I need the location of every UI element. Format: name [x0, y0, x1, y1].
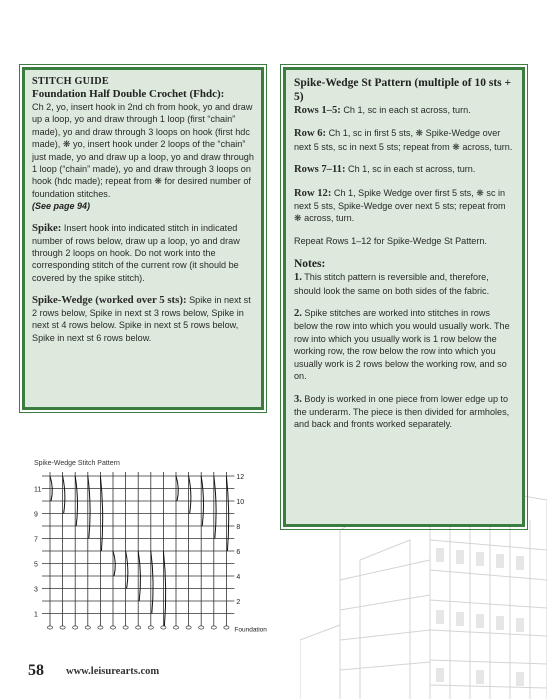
chart-row-label-left: 7: [34, 536, 38, 544]
chart-row-label-right: 10: [236, 499, 245, 506]
stitch-guide-panel: [22, 67, 264, 410]
chart-foundation-chain: [136, 626, 141, 629]
chart-row-label-left: 11: [34, 486, 42, 494]
page-number: 58: [28, 662, 44, 679]
row-heading: Rows 7–11:: [294, 164, 346, 176]
chart-foundation-chain: [60, 626, 65, 629]
chart-row-label-right: 12: [236, 474, 245, 481]
chart-foundation-chain: [148, 626, 153, 629]
row-instruction: [294, 187, 514, 225]
chart-foundation-chain: [110, 626, 115, 629]
note-text: Body is worked in one piece from lower edge up to the underarm. The piece is then divided for armholes, and back and fronts worked separately.: [294, 393, 510, 430]
chart-foundation-chain: [224, 626, 229, 629]
row-instruction: [294, 127, 514, 153]
fhdc-title: Foundation Half Double Crochet (Fhdc):: [32, 88, 225, 100]
row-text: Ch 1, sc in each st across, turn.: [345, 164, 476, 175]
website-link: www.leisurearts.com: [66, 666, 160, 677]
spike-wedge-text: Spike in next st 2 rows below, Spike in next st 3 rows below, Spike in next st 4 rows below. Spike in next st 5 rows below, Spike in next st 6 rows below.: [32, 295, 251, 343]
chart-row-label-left: 1: [34, 611, 38, 619]
note-item: [294, 307, 514, 382]
spike-wedge-definition: [32, 294, 254, 344]
see-page-reference: (See page 94): [32, 201, 91, 212]
chart-foundation-chain: [173, 626, 178, 629]
spike-text: Insert hook into indicated stitch in indicated number of rows below, draw up a loop, yo and draw through 2 loops on hook. Do not work into the corresponding stitch of the current row (it should be covered by the spike stitch).: [32, 223, 240, 283]
row-text: Ch 1, sc in first 5 sts, ❋ Spike-Wedge over next 5 sts, sc in next 5 sts; repeat from ❋ across, turn.: [294, 128, 513, 152]
chart-row-label-right: 2: [236, 599, 241, 606]
row-instruction: [294, 104, 514, 117]
chart-foundation-chain: [85, 626, 90, 629]
chart-row-label-left: 5: [34, 561, 38, 569]
row-text: Ch 1, Spike Wedge over first 5 sts, ❋ sc in next 5 sts, Spike-Wedge over next 5 sts; repeat from ❋ across, turn.: [294, 187, 506, 224]
notes-title: Notes:: [294, 258, 326, 271]
spike-wedge-heading: Spike-Wedge (worked over 5 sts):: [32, 294, 187, 307]
chart-row-label-right: 6: [236, 549, 241, 556]
chart-foundation-chain: [73, 626, 78, 629]
stitch-chart: [26, 454, 286, 650]
chart-foundation-chain: [98, 626, 103, 629]
pattern-title: Spike-Wedge St Pattern (multiple of 10 sts + 5): [294, 77, 512, 103]
stitch-guide-title: STITCH GUIDE: [32, 76, 109, 87]
row-instruction: [294, 163, 514, 176]
note-text: Spike stitches are worked into stitches in rows below the row into which you would usually work. The row into which you usually work is 1 row below the working row, the row below the row into which you usually work is 2 rows below the working row, and so on.: [294, 308, 510, 382]
chart-foundation-label: Foundation: [234, 626, 267, 634]
note-number: 1.: [294, 272, 302, 284]
chart-foundation-chain: [211, 626, 216, 629]
note-item: [294, 393, 514, 431]
note-text: This stitch pattern is reversible and, therefore, should look the same on both sides of the fabric.: [294, 272, 490, 296]
chart-row-label-right: 8: [236, 524, 241, 531]
spike-heading: Spike:: [32, 222, 62, 235]
note-number: 2.: [294, 308, 302, 320]
repeat-instruction: Repeat Rows 1–12 for Spike-Wedge St Pattern.: [294, 235, 487, 246]
chart-foundation-chain: [47, 626, 52, 629]
spike-definition: [32, 222, 254, 284]
chart-foundation-chain: [199, 626, 204, 629]
chart-row-label-left: 9: [34, 511, 38, 519]
row-heading: Row 12:: [294, 187, 332, 199]
chart-row-label-right: 4: [236, 574, 241, 581]
fhdc-instructions: Ch 2, yo, insert hook in 2nd ch from hook, yo and draw up a loop, yo and draw through 1 loop (first “chain” made), yo and draw through 3 loops on hook (first hdc made), ❋ yo, insert hook under 2 loops of the “chain” just made, yo and draw up a loop, yo and draw through 1 loop (“chain” made), yo and draw through 3 loops on hook (hdc made); repeat from ❋ for desired number of foundation stitches.: [32, 102, 254, 199]
row-heading: Rows 1–5:: [294, 105, 341, 116]
row-heading: Row 6:: [294, 128, 327, 140]
row-text: Ch 1, sc in each st across, turn.: [340, 105, 471, 115]
chart-foundation-chain: [186, 626, 191, 629]
chart-row-label-left: 3: [34, 586, 38, 594]
chart-title: Spike-Wedge Stitch Pattern: [34, 460, 120, 467]
chart-foundation-chain: [161, 626, 166, 629]
note-number: 3.: [294, 393, 302, 405]
pattern-panel: [283, 67, 525, 527]
chart-foundation-chain: [123, 626, 128, 629]
note-item: [294, 271, 514, 297]
